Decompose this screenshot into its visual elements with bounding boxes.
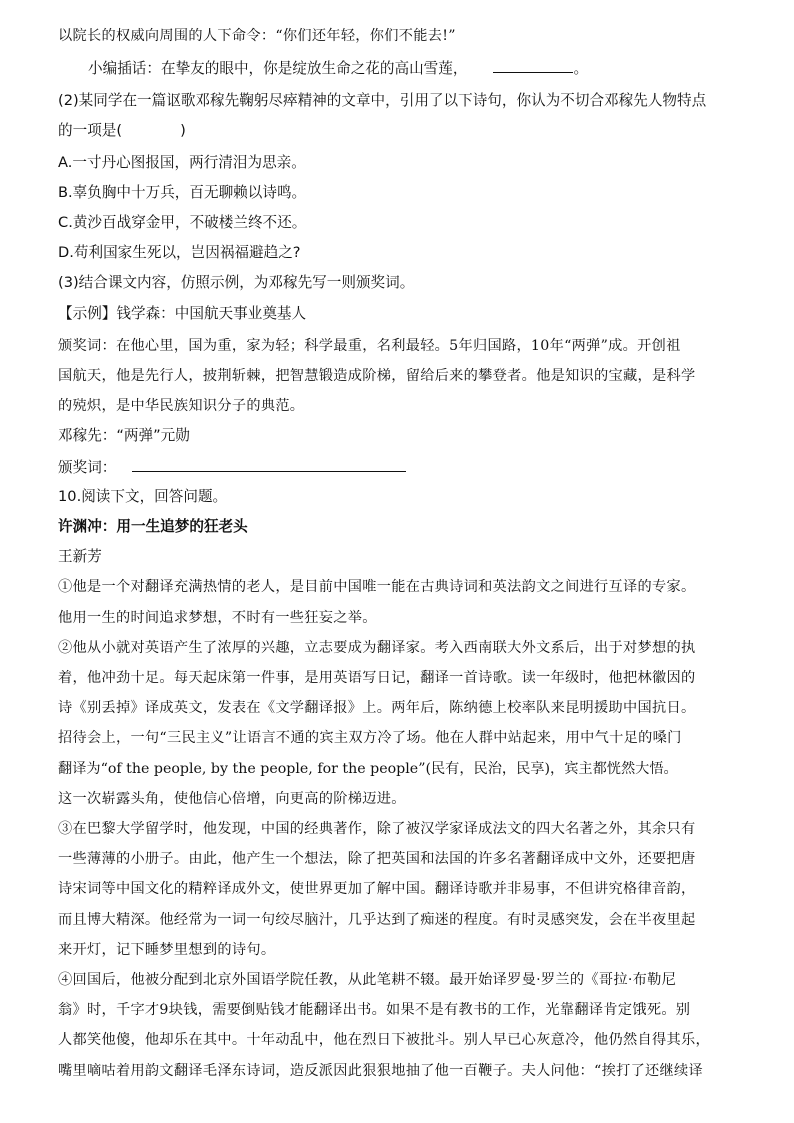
paragraph-line: 诗《别丢掉》译成英文，发表在《文学翻译报》上。两年后，陈纳德上校率队来昆明援助中国抗日。 (58, 700, 696, 716)
question-2-stem: 的一项是( (58, 122, 123, 139)
question-2-line-1: (2)某同学在一篇讴歌邓稼先鞠躬尽瘁精神的文章中，引用了以下诗句，你认为不切合邓稼先人物特点 (58, 92, 707, 109)
article-author: 王新芳 (58, 548, 102, 565)
option-d: D.苟利国家生死以，岂因祸福避趋之? (58, 244, 301, 261)
paragraph-line: 这一次崭露头角，使他信心倍增，向更高的阶梯迈进。 (58, 791, 406, 807)
paragraph-line: 一些薄薄的小册子。由此，他产生一个想法，除了把英国和法国的许多名著翻译成中文外，还要把唐 (58, 851, 696, 867)
paragraph-line: ③在巴黎大学留学时，他发现，中国的经典著作，除了被汉学家译成法文的四大名著之外，其余只有 (58, 821, 696, 837)
paragraph-line: ④回国后，他被分配到北京外国语学院任教，从此笔耕不辍。最开始译罗曼·罗兰的《哥拉·布勒尼 (58, 972, 677, 988)
paragraph-line: 招待会上，一句“三民主义”让语言不通的宾主双方冷了场。他在人群中站起来，用中气十足的嗓门 (58, 730, 682, 746)
paragraph-line: 翻译为“of the people, by the people, for the people”(民有，民治，民享)，宾主都恍然大悟。 (58, 761, 678, 777)
example-heading: 【示例】钱学森：中国航天事业奠基人 (58, 305, 307, 322)
paragraph-line: 来开灯，记下睡梦里想到的诗句。 (58, 942, 276, 958)
editor-note-line (88, 58, 588, 79)
question-3: (3)结合课文内容，仿照示例，为邓稼先写一则颁奖词。 (58, 274, 415, 291)
closing-parenthesis: ) (180, 122, 186, 139)
editor-note-text: 小编插话：在挚友的眼中，你是绽放生命之花的高山雪莲， (88, 60, 468, 77)
paragraph-line: 人都笑他傻，他却乐在其中。十年动乱中，他在烈日下被批斗。别人早已心灰意冷，他仍然自得其乐， (58, 1032, 710, 1048)
paragraph-line: 着，他冲劲十足。每天起床第一件事，是用英语写日记，翻译一首诗歌。读一年级时，他把林徽因的 (58, 670, 696, 686)
award-speech-label: 颁奖词： (58, 459, 117, 476)
paragraph-line: ①他是一个对翻译充满热情的老人，是目前中国唯一能在古典诗词和英法韵文之间进行互译的专家。 (58, 579, 696, 595)
paragraph-line: 诗宋词等中国文化的精粹译成外文，使世界更加了解中国。翻译诗歌并非易事，不但讲究格律音韵， (58, 881, 696, 897)
example-text-line: 国航天，他是先行人，披荆斩棘，把智慧锻造成阶梯，留给后来的攀登者。他是知识的宝藏，是科学 (58, 368, 696, 384)
text-line: 以院长的权威向周围的人下命令：“你们还年轻，你们不能去!” (58, 28, 456, 44)
example-text-line: 颁奖词：在他心里，国为重，家为轻；科学最重，名利最轻。5年归国路，10年“两弹”成。开创祖 (58, 338, 681, 354)
article-title: 许渊冲：用一生追梦的狂老头 (58, 518, 248, 535)
option-b: B.辜负胸中十万兵，百无聊赖以诗鸣。 (58, 184, 307, 201)
award-speech-blank[interactable] (132, 457, 406, 472)
paragraph-line: 他用一生的时间追求梦想，不时有一些狂妄之举。 (58, 610, 377, 626)
period-mark: 。 (573, 60, 589, 77)
paragraph-line: 而且博大精深。他经常为一词一句绞尽脑汁，几乎达到了痴迷的程度。有时灵感突发，会在半夜里起 (58, 912, 696, 928)
question-2-line-2 (58, 121, 186, 141)
option-c: C.黄沙百战穿金甲，不破楼兰终不还。 (58, 214, 307, 231)
option-a: A.一寸丹心图报国，两行清泪为思亲。 (58, 154, 306, 171)
answer-blank[interactable] (493, 58, 573, 73)
paragraph-line: ②他从小就对英语产生了浓厚的兴趣，立志要成为翻译家。考入西南联大外文系后，出于对梦想的执 (58, 640, 696, 656)
award-speech-answer-line (58, 457, 406, 478)
question-10: 10.阅读下文，回答问题。 (58, 488, 228, 505)
example-text-line: 的殑炽，是中华民族知识分子的典范。 (58, 398, 305, 414)
paragraph-line: 翁》时，千字才9块钱，需要倒贴钱才能翻译出书。如果不是有教书的工作，光靠翻译肯定饿死。别 (58, 1002, 691, 1018)
deng-jiaxian-title: 邓稼先：“两弹”元勋 (58, 427, 190, 444)
paragraph-line: 嘴里嘀咕着用韵文翻译毛泽东诗词，造反派因此狠狠地抽了他一百鞭子。夫人问他：“挨打了还继续译 (58, 1063, 704, 1079)
